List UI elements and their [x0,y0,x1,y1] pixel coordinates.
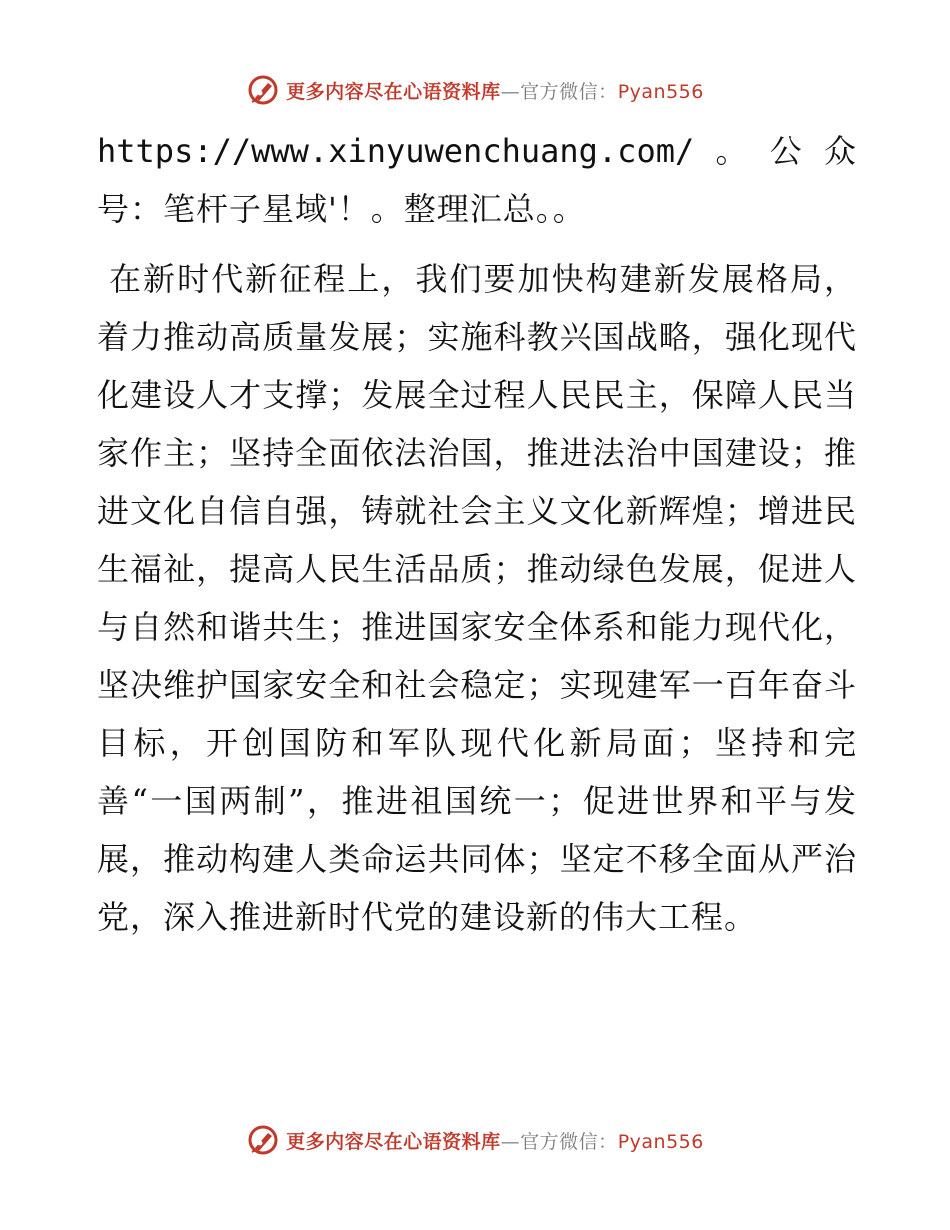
footer-banner-wechat-label: 官方微信： [520,1130,618,1153]
source-note: 。公众号：笔杆子星域'！。整理汇总。。 [97,132,857,228]
main-paragraph: 在新时代新征程上，我们要加快构建新发展格局，着力推动高质量发展；实施科教兴国战略，强化现代化建设人才支撑；发展全过程人民民主，保障人民当家作主；坚持全面依法治国，推进法治中国建设；推进文化自信自强，铸就社会主义文化新辉煌；增进民生福祉，提高人民生活品质；推动绿色发展，促进人与自然和谐共生；推进国家安全体系和能力现代化，坚决维护国家安全和社会稳定；实现建军一百年奋斗目标，开创国防和军队现代化新局面；坚持和完善“一国两制”，推进祖国统一；促进世界和平与发展，推动构建人类命运共同体；坚定不移全面从严治党，深入推进新时代党的建设新的伟大工程。 [97,260,857,936]
header-banner-text [286,77,704,104]
footer-banner-text [286,1127,704,1154]
footer-banner-dash: — [500,1130,521,1153]
footer-banner-prefix: 更多内容尽在心语资料库 [286,1130,501,1153]
header-banner-dash: — [500,80,521,103]
source-url: https://www.xinyuwenchuang.com/ [97,132,695,170]
header-banner [0,70,950,110]
header-banner-inner [246,73,704,107]
pen-nib-logo-icon [246,73,280,107]
header-banner-wechat-label: 官方微信： [520,80,618,103]
footer-banner [0,1120,950,1160]
pen-nib-logo-icon [246,1123,280,1157]
header-banner-wechat-id: Pyan556 [617,80,704,103]
header-banner-prefix: 更多内容尽在心语资料库 [286,80,501,103]
footer-banner-inner [246,1123,704,1157]
source-paragraph [97,122,857,238]
footer-banner-wechat-id: Pyan556 [617,1130,704,1153]
document-body [97,122,857,946]
